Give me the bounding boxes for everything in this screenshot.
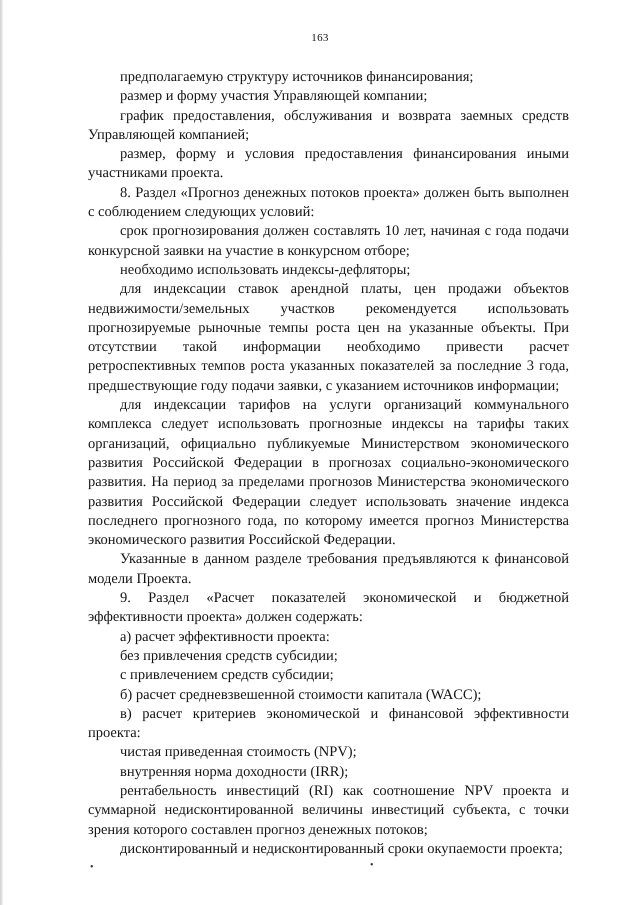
footer-mark: • xyxy=(90,862,94,873)
paragraph: рентабельность инвестиций (RI) как соотношение NPV проекта и суммарной недисконтированной величины инвестиций субъекта, с точки зрения которого составлен прогноз денежных потоков; xyxy=(88,782,569,838)
paragraph: Указанные в данном разделе требования предъявляются к финансовой модели Проекта. xyxy=(88,551,569,587)
paragraph: внутренняя норма доходности (IRR); xyxy=(120,763,349,780)
paragraph: срок прогнозирования должен составлять 10 лет, начиная с года подачи конкурсной заявки на участие в конкурсном отборе; xyxy=(88,223,569,259)
paragraph: 9. Раздел «Расчет показателей экономической и бюджетной эффективности проекта» должен содержать: xyxy=(88,590,569,626)
paragraph: б) расчет средневзвешенной стоимости капитала (WACC); xyxy=(120,686,482,703)
page-number: 163 xyxy=(311,32,329,44)
paragraph: необходимо использовать индексы-дефляторы; xyxy=(120,261,411,278)
paragraph: а) расчет эффективности проекта: xyxy=(120,628,330,645)
paragraph: для индексации ставок арендной платы, цен продажи объектов недвижимости/земельных участков рекомендуется использовать прогнозируемые рыночные темпы роста цен на указанные объекты. При отсутствии такой информации необходимо привести расчет ретроспективных темпов роста указанных показателей за последние 3 года, предшествующие году подачи заявки, с указанием источников информации; xyxy=(88,281,569,394)
paragraph: для индексации тарифов на услуги организаций коммунального комплекса следует использовать прогнозные индексы на тарифы таких организаций, официально публикуемые Министерством экономического развития Российской Федерации в прогнозах социально-экономического развития. На период за пределами прогнозов Министерства экономического развития Российской Федерации следует использовать значение индекса последнего прогнозного года, по которому имеется прогноз Министерства экономического развития Российской Федерации. xyxy=(88,397,569,549)
footer-mark: • xyxy=(370,860,374,871)
paragraph: предполагаемую структуру источников финансирования; xyxy=(120,69,474,85)
paragraph: в) расчет критериев экономической и финансовой эффективности проекта: xyxy=(88,705,569,742)
paragraph: график предоставления, обслуживания и возврата заемных средств Управляющей компанией; xyxy=(88,107,569,143)
paragraph: 8. Раздел «Прогноз денежных потоков проекта» должен быть выполнен с соблюдением следующих условий: xyxy=(88,184,569,221)
document-body xyxy=(88,68,569,859)
paragraph: размер, форму и условия предоставления финансирования иными участниками проекта. xyxy=(88,146,569,182)
paragraph: чистая приведенная стоимость (NPV); xyxy=(120,744,357,761)
paragraph: размер и форму участия Управляющей компании; xyxy=(120,88,428,105)
paragraph: дисконтированный и недисконтированный сроки окупаемости проекта; xyxy=(120,840,563,857)
paragraph: без привлечения средств субсидии; xyxy=(120,647,338,664)
paragraph: с привлечением средств субсидии; xyxy=(120,667,334,684)
scan-edge xyxy=(0,0,3,905)
